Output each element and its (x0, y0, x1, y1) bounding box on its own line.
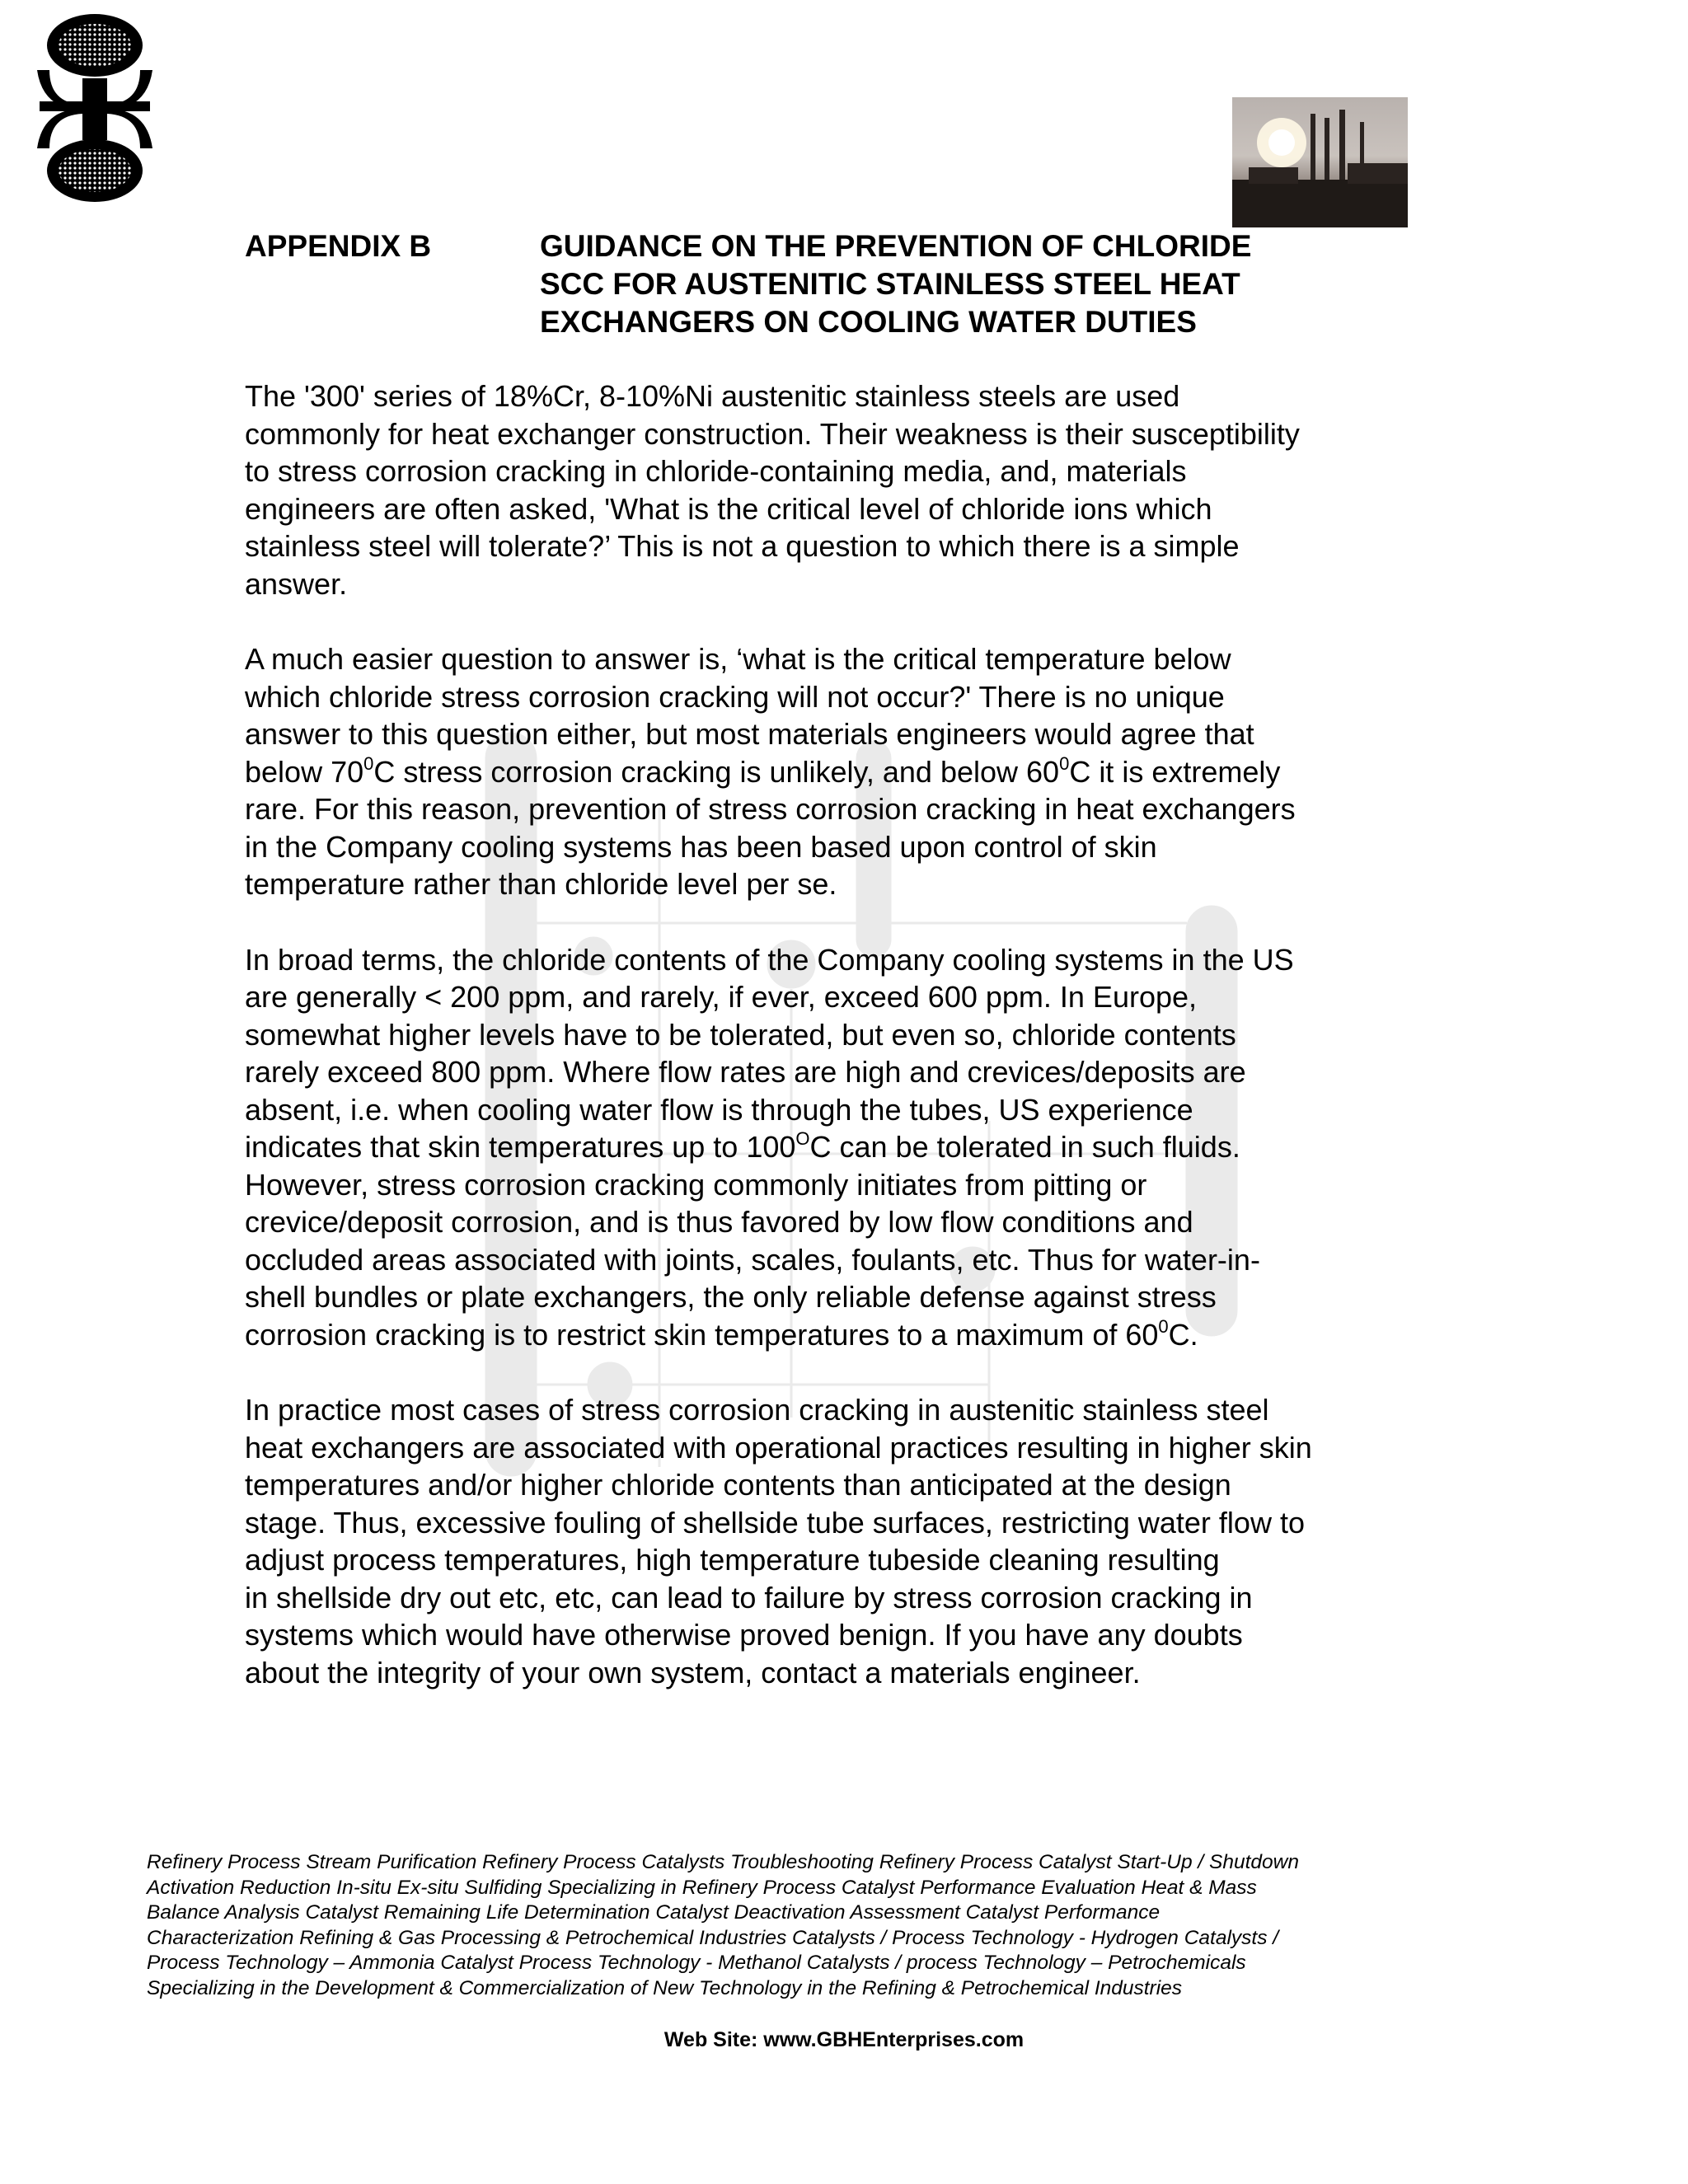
title-line: SCC FOR AUSTENITIC STAINLESS STEEL HEAT (540, 267, 1240, 301)
text-line: answer. (245, 566, 348, 601)
text-line: adjust process temperatures, high temperature tubeside cleaning resulting (245, 1543, 1220, 1577)
refinery-silhouette (1232, 97, 1408, 227)
superscript: 0 (1059, 752, 1070, 774)
text-line: In broad terms, the chloride contents of the Company cooling systems in the US (245, 942, 1294, 977)
text-line: are generally < 200 ppm, and rarely, if ever, exceed 600 ppm. In Europe, (245, 980, 1198, 1014)
text-line: which chloride stress corrosion cracking will not occur?' There is no unique (245, 679, 1225, 714)
footer-line: Characterization Refining & Gas Processing & Petrochemical Industries Catalysts / Process Technology - Hydrogen Catalysts / (147, 1926, 1279, 1949)
text-line (245, 1128, 1440, 1166)
superscript: O (795, 1128, 810, 1149)
text-line: in the Company cooling systems has been based upon control of skin (245, 829, 1157, 864)
text-line: A much easier question to answer is, ‘what is the critical temperature below (245, 642, 1231, 676)
text-line: temperature rather than chloride level per se. (245, 867, 837, 901)
text-fragment: C it is extremely (1069, 754, 1281, 789)
text-line: somewhat higher levels have to be tolerated, but even so, chloride contents (245, 1017, 1236, 1052)
footer-line: Process Technology – Ammonia Catalyst Process Technology - Methanol Catalysts / process Technology – Petrochemicals (147, 1952, 1246, 1974)
paragraph-3 (245, 941, 1440, 1354)
footer-line: Activation Reduction In-situ Ex-situ Sulfiding Specializing in Refinery Process Catalyst Performance Evaluation Heat & Mass (147, 1876, 1257, 1899)
website-link[interactable]: Web Site: www.GBHEnterprises.com (663, 2028, 1025, 2051)
text-line: absent, i.e. when cooling water flow is through the tubes, US experience (245, 1092, 1193, 1127)
text-line: rarely exceed 800 ppm. Where flow rates are high and crevices/deposits are (245, 1055, 1246, 1089)
footer-line: Balance Analysis Catalyst Remaining Life Determination Catalyst Deactivation Assessment Catalyst Performance (147, 1901, 1160, 1924)
text-line: to stress corrosion cracking in chloride-containing media, and, materials (245, 454, 1187, 488)
text-fragment: corrosion cracking is to restrict skin temperatures to a maximum of 60 (245, 1317, 1159, 1352)
text-line: stage. Thus, excessive fouling of shellside tube surfaces, restricting water flow to (245, 1505, 1305, 1540)
refinery-photo (1232, 97, 1408, 227)
footer-line: Specializing in the Development & Commercialization of New Technology in the Refining & Petrochemical Industries (147, 1976, 1183, 1999)
text-line: In practice most cases of stress corrosion cracking in austenitic stainless steel (245, 1393, 1269, 1427)
text-line: rare. For this reason, prevention of stress corrosion cracking in heat exchangers (245, 792, 1296, 826)
text-line: However, stress corrosion cracking commonly initiates from pitting or (245, 1167, 1147, 1202)
text-fragment: C stress corrosion cracking is unlikely, and below 60 (373, 754, 1060, 789)
text-line (245, 1316, 1440, 1354)
text-line: engineers are often asked, 'What is the critical level of chloride ions which (245, 491, 1212, 526)
superscript: 0 (363, 752, 374, 774)
body-text (245, 377, 1440, 1729)
superscript: 0 (1158, 1315, 1169, 1337)
text-line: The '300' series of 18%Cr, 8-10%Ni austenitic stainless steels are used (245, 379, 1180, 413)
paragraph-4 (245, 1391, 1440, 1691)
text-line: crevice/deposit corrosion, and is thus favored by low flow conditions and (245, 1205, 1193, 1239)
text-line: in shellside dry out etc, etc, can lead to failure by stress corrosion cracking in (245, 1580, 1253, 1615)
text-line: commonly for heat exchanger construction. Their weakness is their susceptibility (245, 416, 1300, 451)
text-line: systems which would have otherwise proved benign. If you have any doubts (245, 1618, 1243, 1652)
text-line: stainless steel will tolerate?’ This is not a question to which there is a simple (245, 529, 1240, 563)
paragraph-1 (245, 377, 1440, 602)
title-line: GUIDANCE ON THE PREVENTION OF CHLORIDE (540, 229, 1252, 263)
text-line: about the integrity of your own system, contact a materials engineer. (245, 1655, 1141, 1690)
text-fragment: C. (1168, 1317, 1198, 1352)
text-fragment: below 70 (245, 754, 364, 789)
text-line: occluded areas associated with joints, scales, foulants, etc. Thus for water-in- (245, 1242, 1260, 1277)
text-line (245, 753, 1440, 791)
appendix-label: APPENDIX B (245, 229, 432, 263)
text-line: shell bundles or plate exchangers, the only reliable defense against stress (245, 1280, 1217, 1314)
text-line: heat exchangers are associated with operational practices resulting in higher skin (245, 1430, 1312, 1465)
text-fragment: C can be tolerated in such fluids. (809, 1130, 1240, 1164)
footer-services (147, 1850, 1432, 2001)
company-logo (33, 12, 157, 206)
text-line: temperatures and/or higher chloride contents than anticipated at the design (245, 1468, 1231, 1502)
text-fragment: indicates that skin temperatures up to 100 (245, 1130, 796, 1164)
appendix-title (540, 227, 1430, 341)
paragraph-2 (245, 640, 1440, 903)
title-line: EXCHANGERS ON COOLING WATER DUTIES (540, 305, 1197, 339)
footer-line: Refinery Process Stream Purification Refinery Process Catalysts Troubleshooting Refinery Process Catalyst Start-Up / Shutdown (147, 1851, 1299, 1873)
text-line: answer to this question either, but most materials engineers would agree that (245, 717, 1254, 751)
